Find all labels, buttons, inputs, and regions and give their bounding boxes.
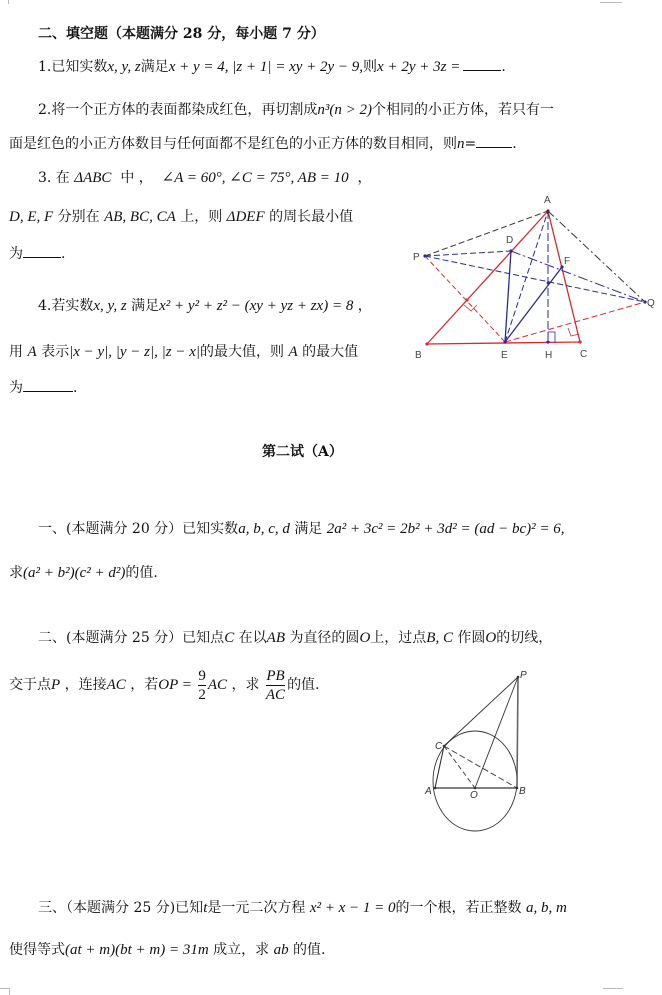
question-2-line-2: 面是红色的小正方体数目与任何面都不是红色的小正方体的数目相同，则n= . (9, 136, 517, 152)
problem-2-line-1: 二、(本题满分 25 分）已知点C 在以AB 为直径的圆O上，过点B, C 作圆O的切线， (38, 630, 553, 646)
question-4-line-3: 为 . (9, 380, 78, 396)
label-B: B (415, 350, 422, 360)
part-2-title: 第二试（A） (262, 444, 343, 460)
label-P: P (520, 670, 527, 681)
page-corner-mark-top-right (600, 0, 622, 3)
fraction-9-2: $\frac{9}{2}$ (198, 667, 206, 703)
label-H: H (545, 350, 553, 360)
label-D: D (506, 235, 514, 246)
answer-blank-3[interactable] (23, 245, 61, 258)
problem-3-line-2: 使得等式(at + m)(bt + m) = 31m 成立，求 ab 的值. (9, 942, 326, 958)
answer-blank-2[interactable] (476, 135, 512, 148)
label-C: C (580, 349, 588, 360)
question-3-line-1: 3. 在 ΔABC 中 ， ∠A = 60°, ∠C = 75°, AB = 10 ， (38, 170, 372, 186)
label-E: E (501, 350, 508, 360)
figure-triangle-def (405, 185, 662, 360)
section-heading: 二、填空题（本题满分 28 分，每小题 7 分） (38, 26, 325, 42)
answer-blank-4[interactable] (23, 379, 73, 392)
fraction-pb-ac: $\frac{PB}{AC}$ (265, 667, 286, 703)
problem-1-line-1: 一、(本题满分 20 分）已知实数a, b, c, d 满足 2a² + 3c² = 2b² + 3d² = (ad − bc)² = 6, (38, 521, 565, 537)
label-P: P (413, 252, 420, 263)
label-A: A (425, 786, 432, 797)
question-2-line-1: 2.将一个正方体的表面都染成红色，再切割成n³(n > 2)个相同的小正方体，若只有一 (38, 102, 554, 118)
problem-2-line-2: 交于点P ，连接AC ，若OP = $\frac{9}{2}$ AC ，求 $\frac{PB}{AC}$ 的值. (9, 667, 320, 703)
page-corner-mark-top-left (0, 0, 9, 4)
label-A: A (544, 195, 551, 206)
problem-3-line-1: 三、（本题满分 25 分)已知t是一元二次方程 x² + x − 1 = 0的一个根，若正整数 a, b, m (38, 900, 567, 916)
problem-1-line-2: 求(a² + b²)(c² + d²)的值. (9, 565, 158, 581)
question-3-line-3: 为 . (9, 246, 66, 262)
label-B: B (519, 786, 526, 797)
label-Q: Q (647, 298, 655, 309)
label-C: C (435, 741, 443, 752)
question-3-line-2: D, E, F 分别在 AB, BC, CA 上，则 ΔDEF 的周长最小值 (9, 209, 354, 225)
question-4-line-1: 4.若实数x, y, z 满足x² + y² + z² − (xy + yz + zx) = 8 ， (38, 298, 372, 314)
figure-circle-tangent (400, 660, 580, 840)
question-4-line-2: 用 A 表示|x − y|, |y − z|, |z − x|的最大值，则 A 的最大值 (9, 344, 359, 360)
answer-blank-1[interactable] (463, 58, 501, 71)
question-1: 1.已知实数x, y, z满足x + y = 4, |z + 1| = xy + 2y − 9,则x + 2y + 3z = . (38, 59, 506, 75)
label-F: F (564, 256, 571, 267)
label-O: O (470, 790, 478, 801)
